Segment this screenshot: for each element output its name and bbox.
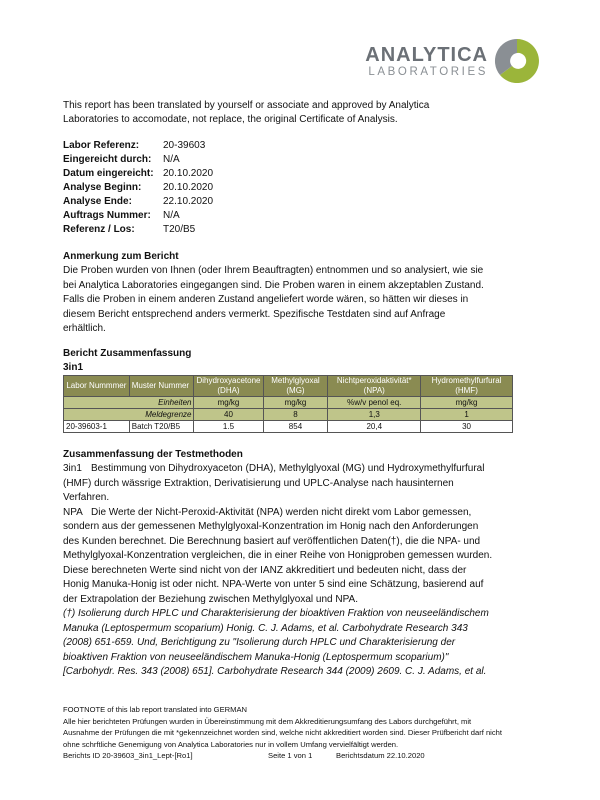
table-header-row — [64, 376, 513, 397]
footer-meta — [63, 750, 503, 762]
detail-value: 20-39603 — [163, 140, 206, 151]
detail-label: Eingereicht durch: — [63, 154, 152, 165]
unit-cell: mg/kg — [194, 397, 263, 409]
limit-cell: 1 — [421, 409, 513, 421]
value-cell: 20,4 — [328, 421, 421, 433]
detail-value: 20.10.2020 — [163, 168, 214, 179]
report-details — [63, 139, 213, 237]
footer-note-title: FOOTNOTE of this lab report translated into GERMAN — [63, 705, 247, 714]
col-header: Hydromethylfurfural (HMF) — [421, 376, 513, 397]
limit-label: Meldegrenze — [64, 409, 194, 421]
logo-name: ANALYTICA — [365, 44, 488, 66]
remark-section — [63, 250, 488, 337]
remark-title: Anmerkung zum Bericht — [63, 251, 179, 262]
summary-table — [63, 375, 513, 433]
detail-value: N/A — [163, 210, 180, 221]
detail-row — [63, 181, 213, 195]
summary-section — [63, 347, 513, 433]
method-text: Die Werte der Nicht-Peroxid-Aktivität (NPA) werden nicht direkt vom Labor gemessen, sondern aus der gemessenen Methylglyoxal-Konzentration im Honig nach den Anforderungen des Kunden berechnet. Die Berechnung basiert auf veröffentlichen Daten(†), die die NPA- und Methylglyoxal-Konzentration vergleichen, die in einer Reihe von Honigproben gemessen wurden. Diese berechneten Werte sind nicht von der IANZ akkreditiert und bedeuten nicht, dass der Honig Manuka-Honig ist oder nicht. NPA-Werte von unter 5 sind eine Schätzung, basierend auf der Extrapolation der Beziehung zwischen Methylglyoxal und NPA. — [63, 506, 493, 605]
value-cell: 30 — [421, 421, 513, 433]
detail-label: Datum eingereicht: — [63, 168, 154, 179]
detail-value: 20.10.2020 — [163, 182, 214, 193]
value-cell: 854 — [263, 421, 328, 433]
logo-icon — [492, 36, 542, 86]
sample-number-cell: Batch T20/B5 — [129, 421, 194, 433]
detail-row — [63, 209, 213, 223]
method-npa — [63, 506, 493, 608]
units-row — [64, 397, 513, 409]
table-row — [64, 421, 513, 433]
method-code: NPA — [63, 506, 83, 518]
units-label: Einheiten — [64, 397, 194, 409]
methods-title: Zusammenfassung der Testmethoden — [63, 449, 243, 460]
detail-row — [63, 153, 213, 167]
footer — [63, 704, 503, 762]
detail-row — [63, 195, 213, 209]
col-header: Muster Nummer — [129, 376, 194, 397]
lab-number-cell: 20-39603-1 — [64, 421, 130, 433]
method-text: Bestimmung von Dihydroxyaceton (DHA), Methylglyoxal (MG) und Hydroxymethylfurfural (HMF) durch wässrige Extraktion, Derivatisierung und UPLC-Analyse nach hausinternen Verfahren. — [63, 463, 485, 503]
summary-subtitle: 3in1 — [63, 362, 84, 373]
detail-label: Referenz / Los: — [63, 224, 135, 235]
detail-label: Analyse Ende: — [63, 196, 132, 207]
remark-text: Die Proben wurden von Ihnen (oder Ihrem Beauftragten) entnommen und so analysiert, wie sie bei Analytica Laboratories eingegangen sind. Die Proben waren in einem akzeptablen Zustand. Falls die Proben in einem anderen Zustand angeliefert worde wären, so hätten wir dieses in diesem Bericht entsprechend anders vermerkt. Spezifische Testdaten sind auf Anfrage erhältlich. — [63, 265, 484, 334]
detail-value: 22.10.2020 — [163, 196, 214, 207]
detail-label: Labor Referenz: — [63, 140, 140, 151]
detail-row — [63, 223, 213, 237]
detail-value: T20/B5 — [163, 224, 196, 235]
intro-text: This report has been translated by yourself or associate and approved by Analytica Laboratories to accomodate, not replace, the original Certificate of Analysis. — [63, 100, 430, 125]
detail-label: Auftrags Nummer: — [63, 210, 151, 221]
summary-title: Bericht Zusammenfassung — [63, 348, 192, 359]
method-code: 3in1 — [63, 463, 82, 474]
method-reference: (†) Isolierung durch HPLC und Charakterisierung der bioaktiven Fraktion von neuseeländischem Manuka (Leptospermum scoparium) Honig. C. J. Adams, et al. Carbohydrate Research 343 (2008) 651-659. Und, Berichtigung zu "Isolierung durch HPLC und Charakterisierung der bioaktiven Fraktion von neuseeländischem Manuka-Honig (Leptospermum scoparium)" [Carbohydr. Res. 343 (2008) 651]. Carbohydrate Research 344 (2009) 2609. C. J. Adams, et al. — [63, 608, 489, 677]
detail-label: Analyse Beginn: — [63, 182, 142, 193]
unit-cell: mg/kg — [421, 397, 513, 409]
detail-row — [63, 167, 213, 181]
col-header: Nichtperoxidaktivität* (NPA) — [328, 376, 421, 397]
report-id: Berichts ID 20-39603_3in1_Lept-[Ro1] — [63, 751, 193, 760]
detail-value: N/A — [163, 154, 180, 165]
col-header: Methylglyoxal (MG) — [263, 376, 328, 397]
limit-cell: 40 — [194, 409, 263, 421]
col-header: Labor Nummmer — [64, 376, 130, 397]
report-date: Berichtsdatum 22.10.2020 — [336, 751, 425, 760]
value-cell: 1.5 — [194, 421, 263, 433]
footer-note-text: Alle hier berichteten Prüfungen wurden in Übereinstimmung mit dem Akkreditierungsumfang des Labors durchgeführt, mit Ausnahme der Prüfungen die mit *gekennzeichnet worden sind, welche nicht akkreditiert worden sind. Dieser Prüfbericht darf nicht ohne schrftliche Genemigung von Analytica Laboratories nur in vollem Umfang vervielfältigt werden. — [63, 716, 502, 749]
method-3in1 — [63, 462, 493, 506]
limit-cell: 1,3 — [328, 409, 421, 421]
page-number: Seite 1 von 1 — [268, 751, 313, 760]
logo-subname: LABORATORIES — [368, 66, 488, 78]
detail-row — [63, 139, 213, 153]
unit-cell: %w/v penol eq. — [328, 397, 421, 409]
unit-cell: mg/kg — [263, 397, 328, 409]
limit-cell: 8 — [263, 409, 328, 421]
limit-row — [64, 409, 513, 421]
methods-section — [63, 448, 493, 680]
col-header: Dihydroxyacetone (DHA) — [194, 376, 263, 397]
